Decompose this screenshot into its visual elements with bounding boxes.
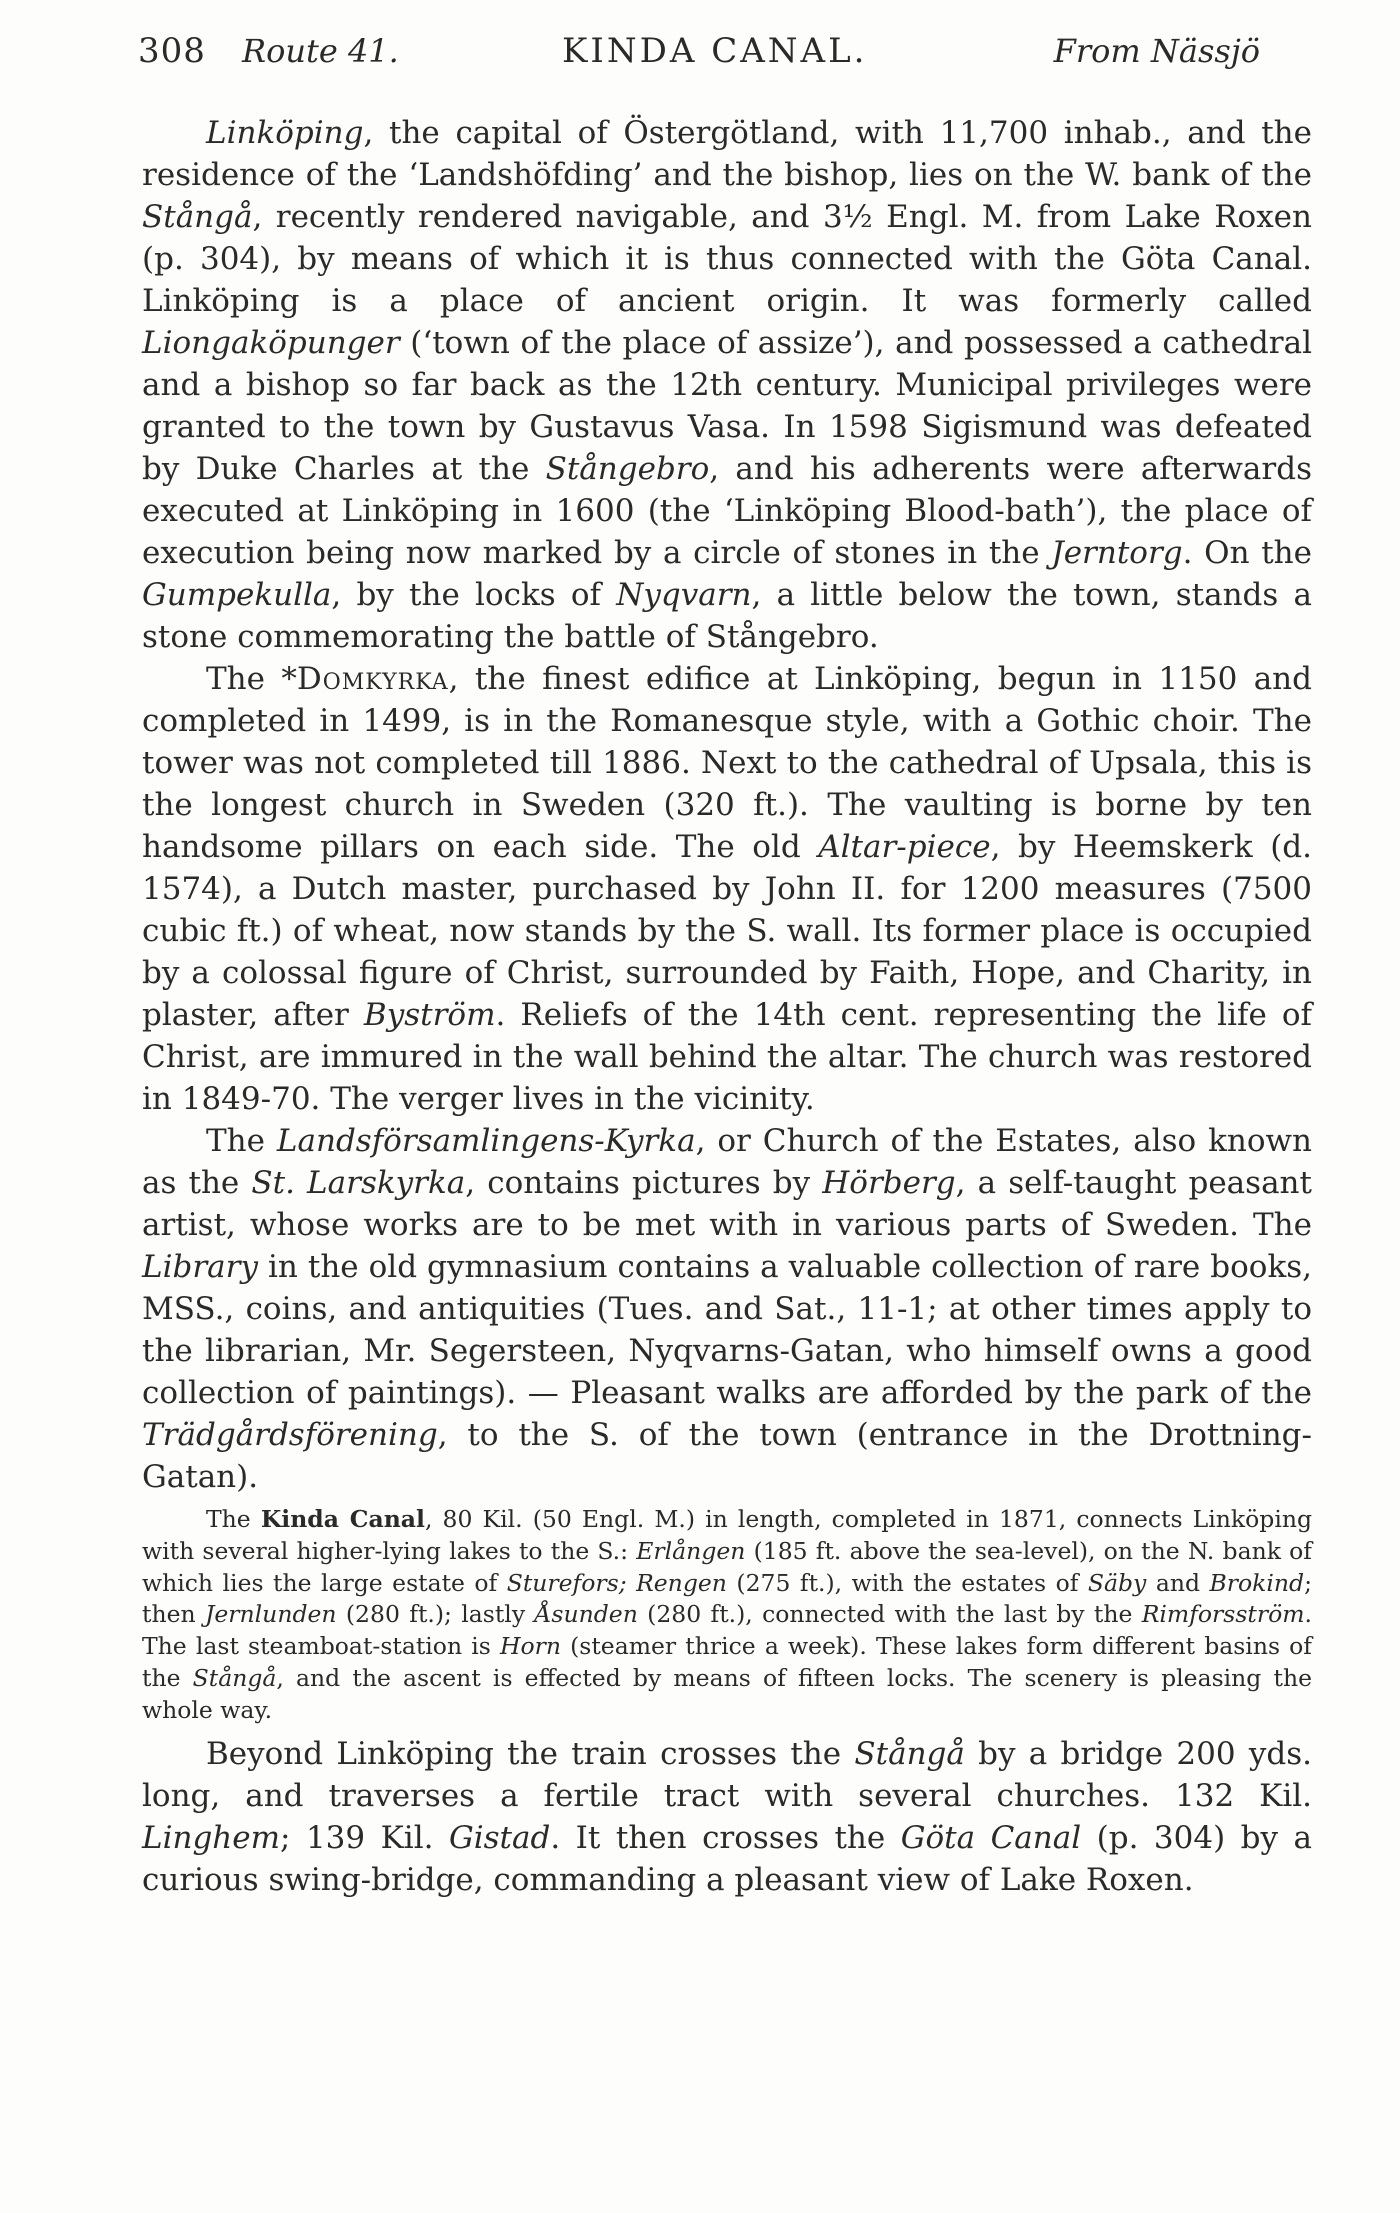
text-run: The	[206, 1123, 277, 1159]
text-run: , contains pictures by	[465, 1165, 823, 1201]
text-run: , or Church of the Estates, also known as the	[142, 1123, 1312, 1201]
text-run: Liongaköpunger	[142, 325, 400, 361]
text-run: The *	[206, 661, 297, 697]
section-title: KINDA CANAL.	[562, 31, 868, 71]
text-run: (‘town of the place of assize’), and possessed a cathedral and a bishop so far back as the 12th century. Municipal privileges were granted to the town by Gustavus Vasa. In 1598 Sigismund was defeated by Duke Charles at the	[142, 325, 1312, 487]
text-run: Rimforsström	[1141, 1600, 1305, 1629]
paragraph-domkyrka	[142, 658, 1312, 1120]
paragraph-beyond-linkoping	[142, 1733, 1312, 1901]
from-label: From Nässjö	[1053, 32, 1260, 70]
text-run: , to the S. of the town (entrance in the Drottning-Gatan).	[142, 1417, 1312, 1495]
text-run: Horn	[499, 1632, 561, 1661]
text-run: and	[1146, 1568, 1210, 1597]
running-header	[138, 28, 1260, 74]
text-run: Stångå	[142, 199, 253, 235]
text-run: , the finest edifice at Linköping, begun in 1150 and completed in 1499, is in the Romanesque style, with a Gothic choir. The tower was not completed till 1886. Next to the cathedral of Upsala, this is the longest church in Sweden (320 ft.). The vaulting is borne by ten handsome pillars on each side. The old	[142, 661, 1312, 865]
text-run: Åsunden	[534, 1600, 638, 1629]
text-run: Landsförsamlingens-Kyrka	[276, 1123, 696, 1159]
route-label: Route 41.	[242, 32, 399, 70]
text-run: . The last steamboat-station is	[142, 1600, 1313, 1661]
page-body	[142, 112, 1312, 1901]
text-run: . On the	[1182, 535, 1312, 571]
text-run: (185 ft. above the sea-level), on the N. bank of which lies the large estate of	[142, 1536, 1312, 1597]
text-run: ; 139 Kil.	[280, 1819, 449, 1856]
text-run: (p. 304) by a curious swing-bridge, commanding a pleasant view of Lake Roxen.	[142, 1819, 1312, 1898]
text-run: Stångå	[854, 1735, 965, 1772]
text-run: Gumpekulla	[142, 577, 332, 613]
text-run: Byström	[363, 997, 496, 1033]
text-run: , 80 Kil. (50 Engl. M.) in length, completed in 1871, connects Linköping with several higher-lying lakes to the S.:	[142, 1505, 1313, 1565]
text-run: , by Heemskerk (d. 1574), a Dutch master, purchased by John II. for 1200 measures (7500 cubic ft.) of wheat, now stands by the S. wall. Its former place is occupied by a colossal figure of Christ, surrounded by Faith, Hope, and Charity, in plaster, after	[142, 829, 1312, 1033]
text-run: Brokind	[1209, 1568, 1305, 1597]
text-run: Library	[142, 1249, 258, 1285]
text-run: . Reliefs of the 14th cent. representing the life of Christ, are immured in the wall behind the altar. The church was restored in 1849-70. The verger lives in the vicinity.	[142, 997, 1312, 1117]
text-run: , recently rendered navigable, and 3½ Engl. M. from Lake Roxen (p. 304), by means of which it is thus connected with the Göta Canal. Linköping is a place of ancient origin. It was formerly called	[142, 199, 1312, 319]
text-run: Trädgårdsförening	[142, 1417, 438, 1453]
text-run: . It then crosses the	[550, 1819, 901, 1856]
paragraph-linkoping	[142, 112, 1312, 658]
text-run: Jernlunden	[204, 1600, 337, 1629]
text-run: , a little below the town, stands a stone commemorating the battle of Stångebro.	[142, 577, 1312, 655]
text-run: Linköping	[206, 115, 364, 151]
text-run: Hörberg	[822, 1165, 956, 1201]
text-run: Nyqvarn	[616, 577, 752, 613]
text-run: Domkyrka	[296, 661, 449, 697]
text-run: Altar-piece	[818, 829, 991, 865]
text-run: , and the ascent is effected by means of fifteen locks. The scenery is pleasing the whole way.	[142, 1663, 1312, 1724]
text-run: , and his adherents were afterwards executed at Linköping in 1600 (the ‘Linköping Blood-bath’), the place of execution being now marked by a circle of stones in the	[142, 451, 1312, 571]
text-run: Jerntorg	[1051, 535, 1183, 571]
text-run: (280 ft.); lastly	[336, 1600, 535, 1629]
text-run: Gistad	[448, 1819, 551, 1856]
text-run: , a self-taught peasant artist, whose works are to be met with in various parts of Sweden. The	[142, 1165, 1312, 1243]
text-run: Stångebro	[545, 451, 710, 487]
paragraph-landsforsamlingens	[142, 1120, 1312, 1498]
text-run: (275 ft.), with the estates of	[726, 1568, 1088, 1597]
text-run: Stångå	[192, 1663, 277, 1692]
page-number: 308	[138, 31, 206, 71]
text-run: by a bridge 200 yds. long, and traverses a fertile tract with several churches. 132 Kil.	[142, 1735, 1313, 1814]
text-run: St. Larskyrka	[251, 1165, 466, 1201]
text-run: Säby	[1087, 1568, 1147, 1597]
text-run: Beyond Linköping the train crosses the	[206, 1735, 855, 1772]
paragraph-kinda-canal-note	[142, 1504, 1312, 1727]
text-run: (steamer thrice a week). These lakes form different basins of the	[142, 1632, 1313, 1692]
text-run: in the old gymnasium contains a valuable collection of rare books, MSS., coins, and antiquities (Tues. and Sat., 11-1; at other times apply to the librarian, Mr. Segersteen, Nyqvarns-Gatan, who himself owns a good collection of paintings). — Pleasant walks are afforded by the park of the	[142, 1249, 1312, 1411]
text-run: The	[206, 1505, 261, 1533]
text-run: ; then	[142, 1568, 1312, 1629]
text-run: Göta Canal	[900, 1819, 1082, 1856]
text-run: (280 ft.), connected with the last by the	[637, 1600, 1142, 1629]
text-run: , by the locks of	[331, 577, 617, 613]
text-run: Linghem	[142, 1819, 281, 1856]
text-run: Erlången	[636, 1536, 746, 1565]
text-run: Sturefors; Rengen	[506, 1568, 727, 1597]
text-run: , the capital of Östergötland, with 11,700 inhab., and the residence of the ‘Landshöfding’ and the bishop, lies on the W. bank of the	[142, 115, 1312, 193]
text-run: Kinda Canal	[260, 1505, 425, 1533]
